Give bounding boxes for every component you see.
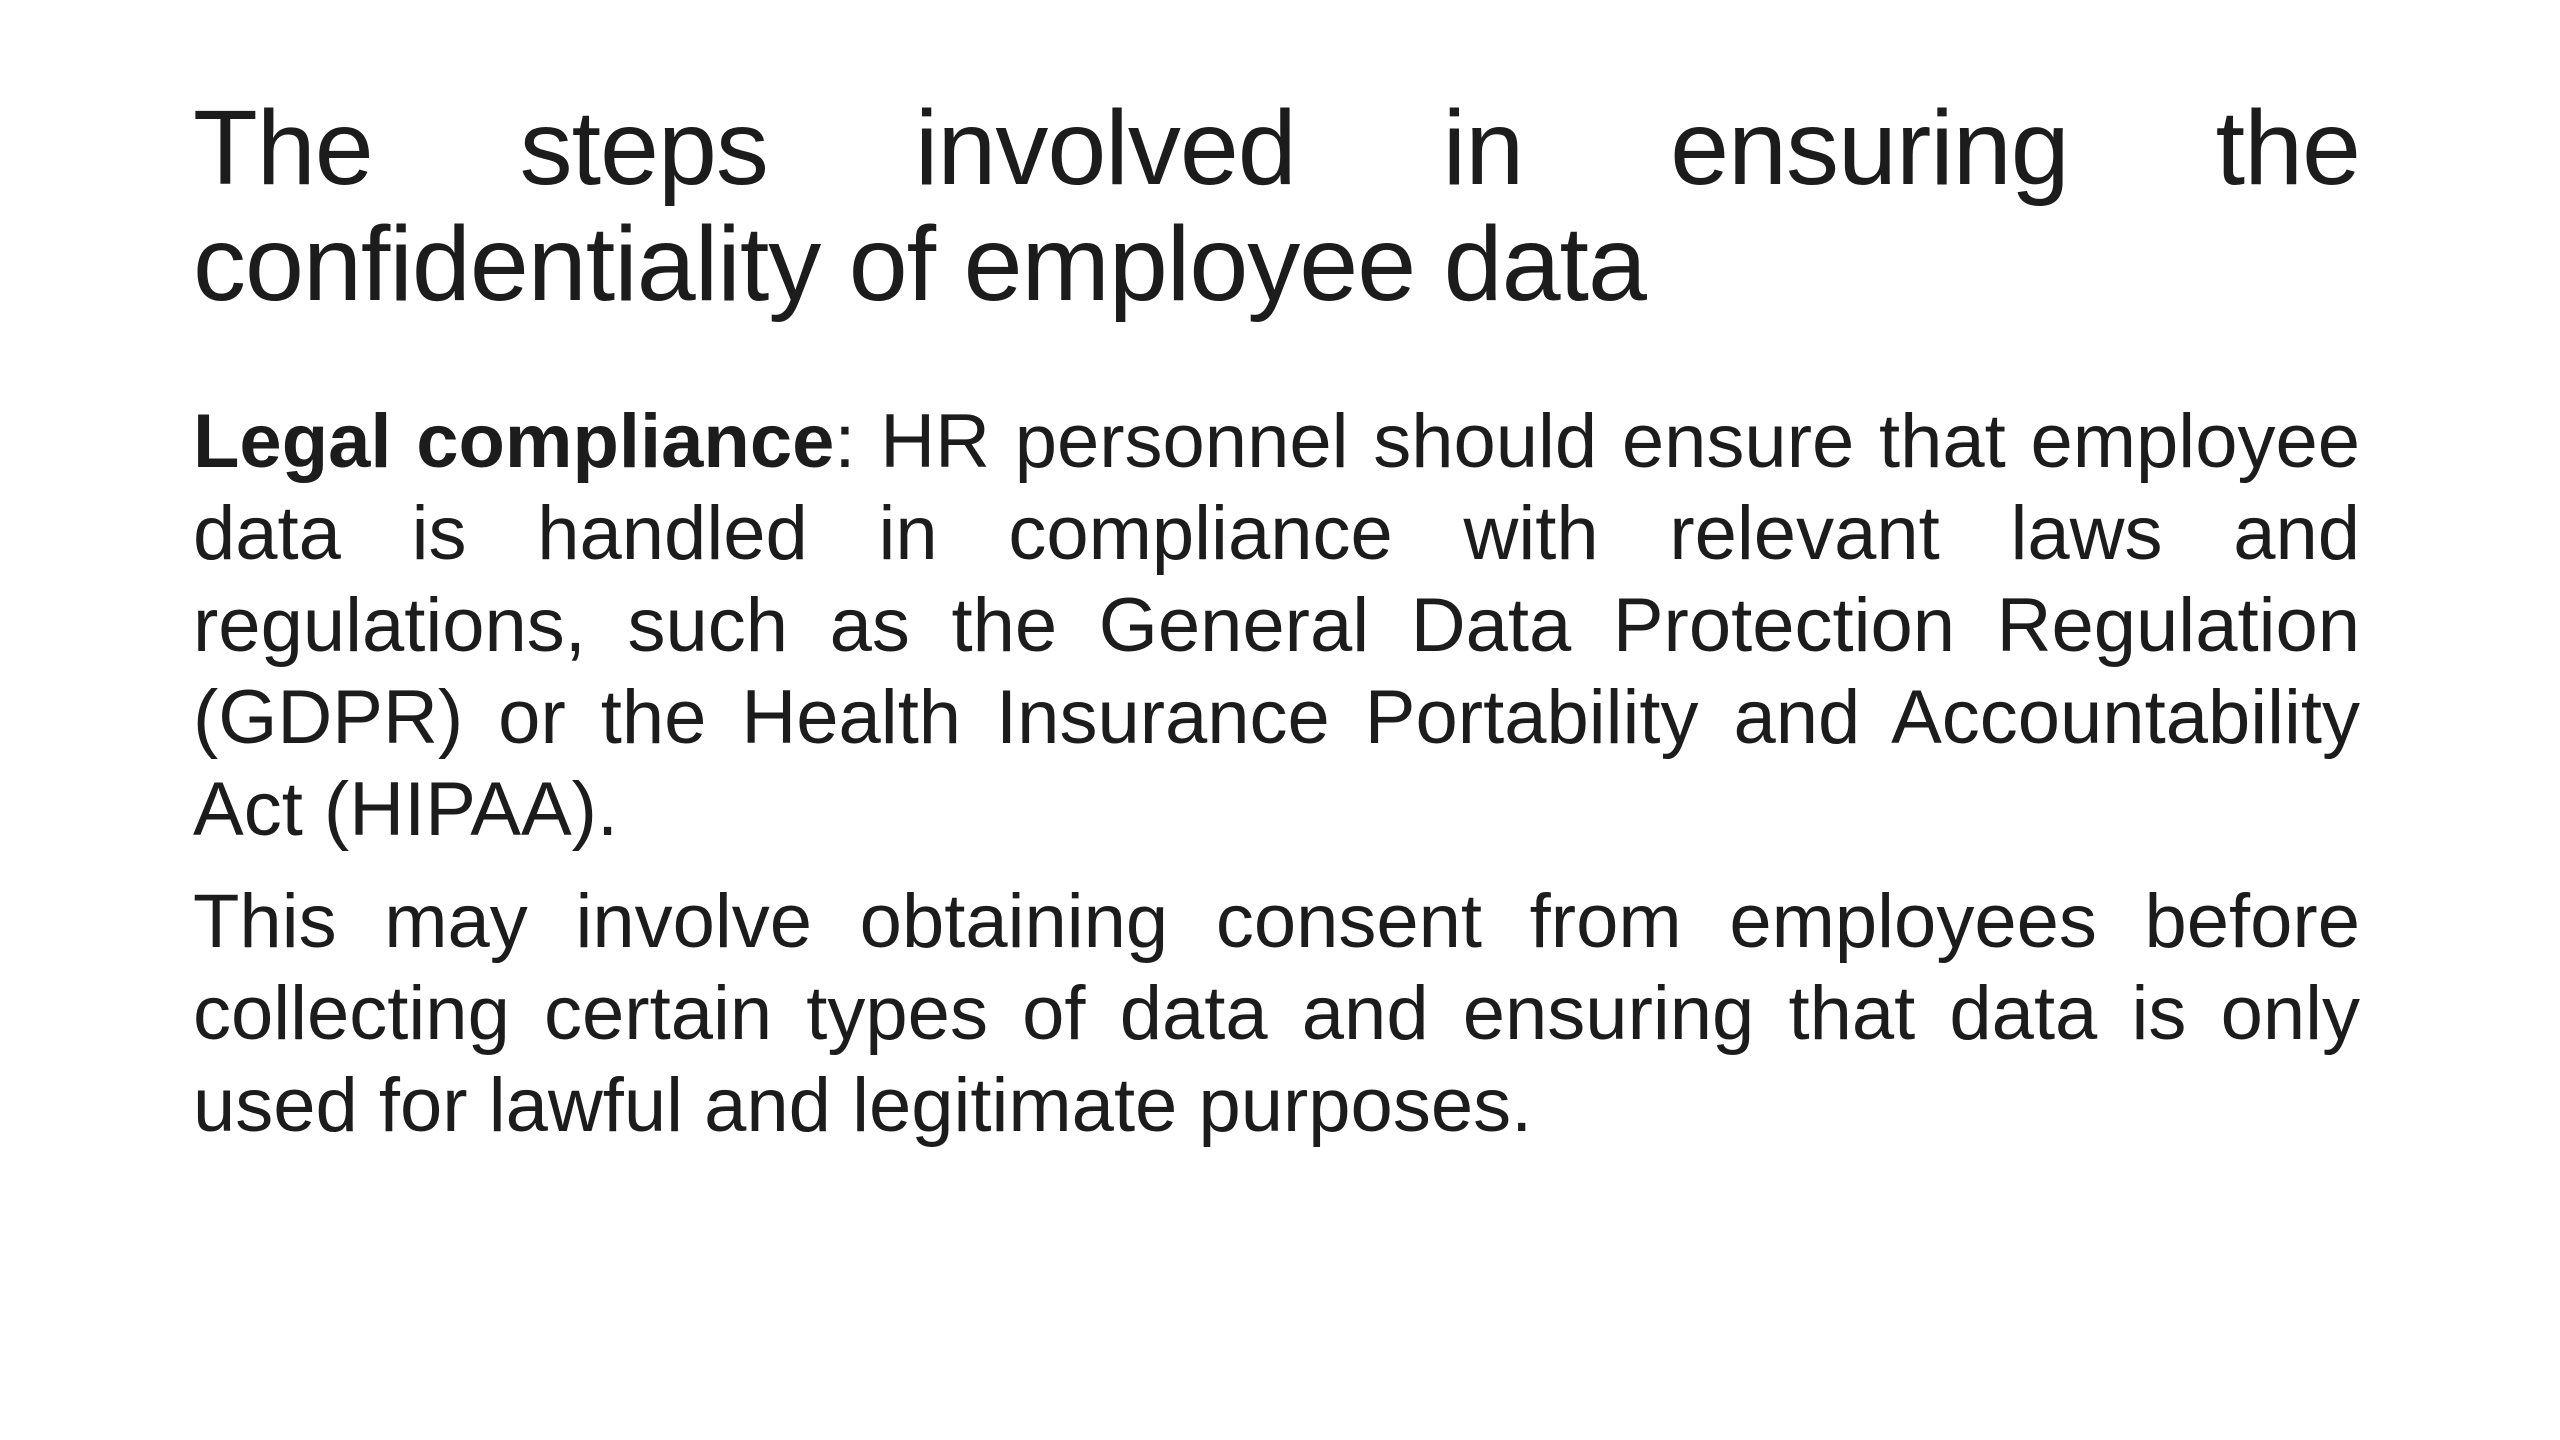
- paragraph-legal-compliance: [193, 396, 2360, 856]
- body-para1-line-2: data is handled in compliance with relevant laws and: [193, 491, 2360, 576]
- slide-title: [193, 90, 2360, 322]
- title-line-1: The steps involved in ensuring the: [193, 89, 2360, 207]
- body-para1-line-1-rest: : HR personnel should ensure that employee: [834, 399, 2360, 484]
- body-para1-line-5: Act (HIPAA).: [193, 767, 619, 852]
- body-para2-line-1: This may involve obtaining consent from employees before: [193, 879, 2360, 964]
- paragraph-consent: [193, 876, 2360, 1152]
- body-para1-line-4: (GDPR) or the Health Insurance Portability and Accountability: [193, 675, 2360, 760]
- body-para2-line-3: used for lawful and legitimate purposes.: [193, 1063, 1533, 1148]
- body-para2-line-2: collecting certain types of data and ensuring that data is only: [193, 971, 2360, 1056]
- title-line-2: confidentiality of employee data: [193, 205, 1646, 323]
- body-para1-line-1: [193, 396, 2360, 488]
- bold-lead-text: Legal compliance: [193, 399, 835, 484]
- body-para1-line-3: regulations, such as the General Data Protection Regulation: [193, 583, 2360, 668]
